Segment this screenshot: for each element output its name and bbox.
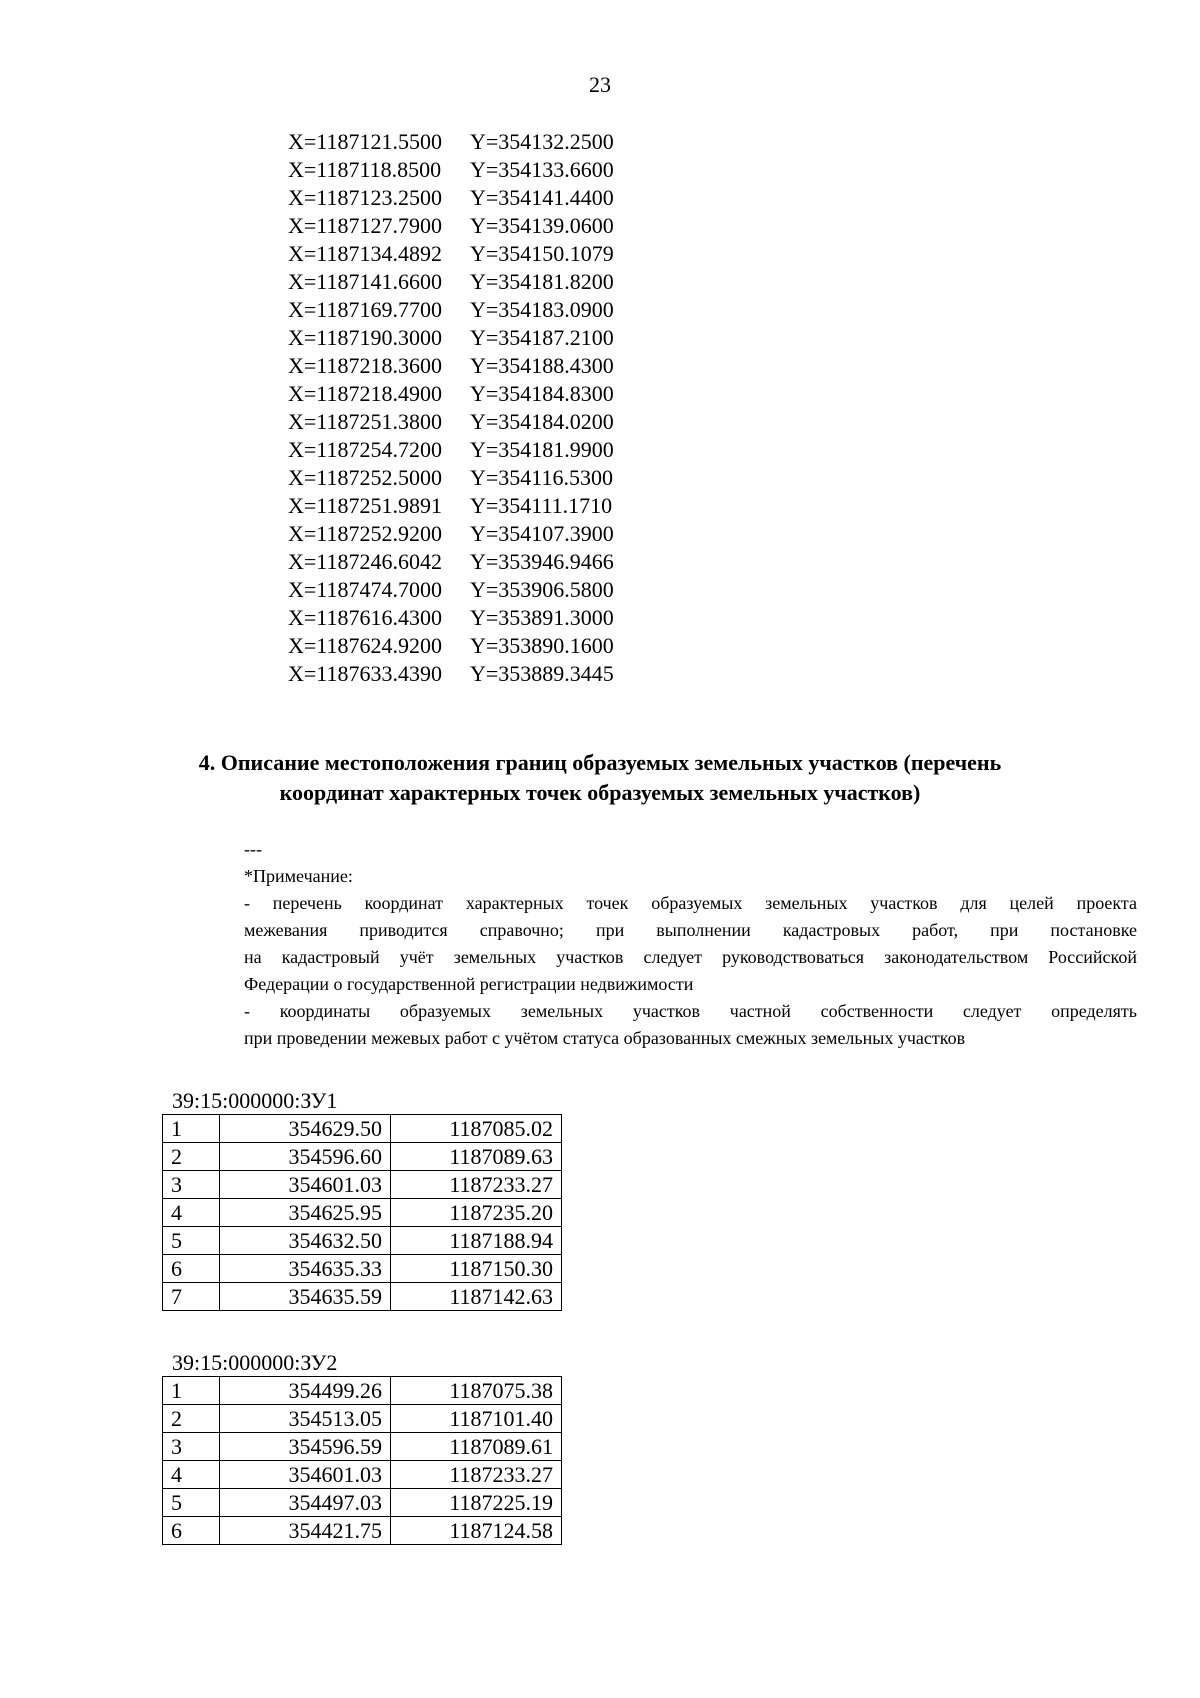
point-number-cell: 1 <box>163 1377 220 1405</box>
coordinate-y: Y=354111.1710 <box>470 493 613 518</box>
coordinate-x: X=1187246.6042 <box>288 549 442 574</box>
coordinate-a-cell: 354513.05 <box>220 1405 391 1433</box>
point-number-cell: 2 <box>163 1405 220 1433</box>
parcel-title: 39:15:000000:ЗУ2 <box>172 1350 338 1375</box>
coordinate-b-cell: 1187225.19 <box>391 1489 562 1517</box>
coordinate-row <box>288 632 614 660</box>
coordinate-row <box>288 268 614 296</box>
coordinate-b-cell: 1187150.30 <box>391 1255 562 1283</box>
coordinate-row <box>288 156 614 184</box>
point-number-cell: 1 <box>163 1115 220 1143</box>
coordinate-x: X=1187121.5500 <box>288 129 442 154</box>
coordinate-y: Y=353891.3000 <box>470 605 614 630</box>
note-title: *Примечание: <box>244 866 353 886</box>
point-number-cell: 3 <box>163 1171 220 1199</box>
table-row <box>163 1405 562 1433</box>
section-heading <box>150 748 1050 808</box>
coordinate-x: X=1187141.6600 <box>288 269 442 294</box>
coordinate-b-cell: 1187142.63 <box>391 1283 562 1311</box>
coordinate-row <box>288 352 614 380</box>
coordinate-b-cell: 1187188.94 <box>391 1227 562 1255</box>
coordinate-x: X=1187123.2500 <box>288 185 442 210</box>
note-block <box>244 836 1137 1052</box>
coordinate-row <box>288 324 614 352</box>
table-row <box>163 1461 562 1489</box>
page-number: 23 <box>589 72 611 97</box>
coordinate-row <box>288 212 614 240</box>
coordinate-row <box>288 240 614 268</box>
coordinate-y: Y=353890.1600 <box>470 633 614 658</box>
coordinate-y: Y=354181.9900 <box>470 437 614 462</box>
table-row <box>163 1433 562 1461</box>
coordinate-x: X=1187169.7700 <box>288 297 442 322</box>
parcel-zu2 <box>162 1350 562 1545</box>
point-number-cell: 5 <box>163 1227 220 1255</box>
coordinate-a-cell: 354629.50 <box>220 1115 391 1143</box>
coordinate-b-cell: 1187233.27 <box>391 1171 562 1199</box>
coordinate-row <box>288 184 614 212</box>
point-number-cell: 5 <box>163 1489 220 1517</box>
parcel-table <box>162 1114 562 1311</box>
coordinate-y: Y=354184.0200 <box>470 409 614 434</box>
coordinate-x: X=1187254.7200 <box>288 437 442 462</box>
coordinate-x: X=1187616.4300 <box>288 605 442 630</box>
coordinate-b-cell: 1187235.20 <box>391 1199 562 1227</box>
coordinate-x: X=1187252.5000 <box>288 465 442 490</box>
point-number-cell: 3 <box>163 1433 220 1461</box>
coordinate-y: Y=353946.9466 <box>470 549 614 574</box>
coordinate-b-cell: 1187101.40 <box>391 1405 562 1433</box>
coordinate-y: Y=353889.3445 <box>470 661 614 686</box>
coordinate-x: X=1187251.3800 <box>288 409 442 434</box>
coordinate-x: X=1187218.3600 <box>288 353 442 378</box>
coordinate-b-cell: 1187089.61 <box>391 1433 562 1461</box>
note-item-1-line-1: - перечень координат характерных точек образуемых земельных участков для целей проекта <box>244 893 1137 913</box>
point-number-cell: 4 <box>163 1199 220 1227</box>
coordinate-b-cell: 1187233.27 <box>391 1461 562 1489</box>
note-item-1-line-4: Федерации о государственной регистрации недвижимости <box>244 974 694 994</box>
coordinate-y: Y=354187.2100 <box>470 325 614 350</box>
point-number-cell: 4 <box>163 1461 220 1489</box>
table-row <box>163 1171 562 1199</box>
coordinate-x: X=1187218.4900 <box>288 381 442 406</box>
coordinate-y: Y=354150.1079 <box>470 241 614 266</box>
table-row <box>163 1115 562 1143</box>
coordinate-y: Y=354133.6600 <box>470 157 614 182</box>
note-item-1-line-2: межевания приводится справочно; при выполнении кадастровых работ, при постановке <box>244 920 1137 940</box>
table-row <box>163 1283 562 1311</box>
table-row <box>163 1199 562 1227</box>
coordinate-b-cell: 1187075.38 <box>391 1377 562 1405</box>
coordinate-y: Y=354141.4400 <box>470 185 614 210</box>
coordinate-a-cell: 354635.33 <box>220 1255 391 1283</box>
coordinate-y: Y=354139.0600 <box>470 213 614 238</box>
coordinate-x: X=1187624.9200 <box>288 633 442 658</box>
coordinate-row <box>288 604 614 632</box>
coordinate-x: X=1187118.8500 <box>288 157 442 182</box>
coordinate-y: Y=354184.8300 <box>470 381 614 406</box>
coordinate-a-cell: 354601.03 <box>220 1171 391 1199</box>
coordinate-row <box>288 128 614 156</box>
coordinate-x: X=1187134.4892 <box>288 241 442 266</box>
coordinate-a-cell: 354635.59 <box>220 1283 391 1311</box>
coordinate-y: Y=354132.2500 <box>470 129 614 154</box>
coordinate-x: X=1187127.7900 <box>288 213 442 238</box>
table-row <box>163 1143 562 1171</box>
coordinate-row <box>288 548 614 576</box>
section-heading-line-2: координат характерных точек образуемых земельных участков) <box>279 780 921 805</box>
note-item-1-line-3: на кадастровый учёт земельных участков следует руководствоваться законодательством Российской <box>244 947 1137 967</box>
coordinate-a-cell: 354499.26 <box>220 1377 391 1405</box>
section-heading-line-1: 4. Описание местоположения границ образуемых земельных участков (перечень <box>198 750 1002 775</box>
coordinate-x: X=1187190.3000 <box>288 325 442 350</box>
coordinate-x: X=1187633.4390 <box>288 661 442 686</box>
note-item-2-line-1: - координаты образуемых земельных участков частной собственности следует определять <box>244 1001 1137 1021</box>
point-number-cell: 7 <box>163 1283 220 1311</box>
coordinate-a-cell: 354421.75 <box>220 1517 391 1545</box>
table-row <box>163 1227 562 1255</box>
table-row <box>163 1255 562 1283</box>
coordinate-y: Y=354116.5300 <box>470 465 613 490</box>
parcel-title: 39:15:000000:ЗУ1 <box>172 1088 338 1113</box>
coordinate-a-cell: 354596.60 <box>220 1143 391 1171</box>
coordinate-row <box>288 464 614 492</box>
coordinate-row <box>288 520 614 548</box>
point-number-cell: 2 <box>163 1143 220 1171</box>
coordinate-row <box>288 408 614 436</box>
coordinate-b-cell: 1187089.63 <box>391 1143 562 1171</box>
coordinate-list <box>288 128 614 688</box>
note-item-2-line-2: при проведении межевых работ с учётом статуса образованных смежных земельных участков <box>244 1028 966 1048</box>
table-row <box>163 1489 562 1517</box>
coordinate-y: Y=354181.8200 <box>470 269 614 294</box>
coordinate-x: X=1187251.9891 <box>288 493 442 518</box>
point-number-cell: 6 <box>163 1517 220 1545</box>
coordinate-y: Y=353906.5800 <box>470 577 614 602</box>
coordinate-row <box>288 660 614 688</box>
coordinate-y: Y=354107.3900 <box>470 521 614 546</box>
coordinate-a-cell: 354601.03 <box>220 1461 391 1489</box>
parcel-zu1 <box>162 1088 562 1311</box>
table-row <box>163 1377 562 1405</box>
coordinate-y: Y=354183.0900 <box>470 297 614 322</box>
coordinate-row <box>288 492 614 520</box>
coordinate-b-cell: 1187124.58 <box>391 1517 562 1545</box>
coordinate-row <box>288 380 614 408</box>
parcel-table <box>162 1376 562 1545</box>
coordinate-b-cell: 1187085.02 <box>391 1115 562 1143</box>
coordinate-row <box>288 296 614 324</box>
note-separator: --- <box>244 839 262 859</box>
coordinate-row <box>288 576 614 604</box>
coordinate-y: Y=354188.4300 <box>470 353 614 378</box>
point-number-cell: 6 <box>163 1255 220 1283</box>
coordinate-x: X=1187252.9200 <box>288 521 442 546</box>
coordinate-a-cell: 354596.59 <box>220 1433 391 1461</box>
coordinate-a-cell: 354497.03 <box>220 1489 391 1517</box>
coordinate-row <box>288 436 614 464</box>
coordinate-a-cell: 354632.50 <box>220 1227 391 1255</box>
coordinate-a-cell: 354625.95 <box>220 1199 391 1227</box>
table-row <box>163 1517 562 1545</box>
coordinate-x: X=1187474.7000 <box>288 577 442 602</box>
